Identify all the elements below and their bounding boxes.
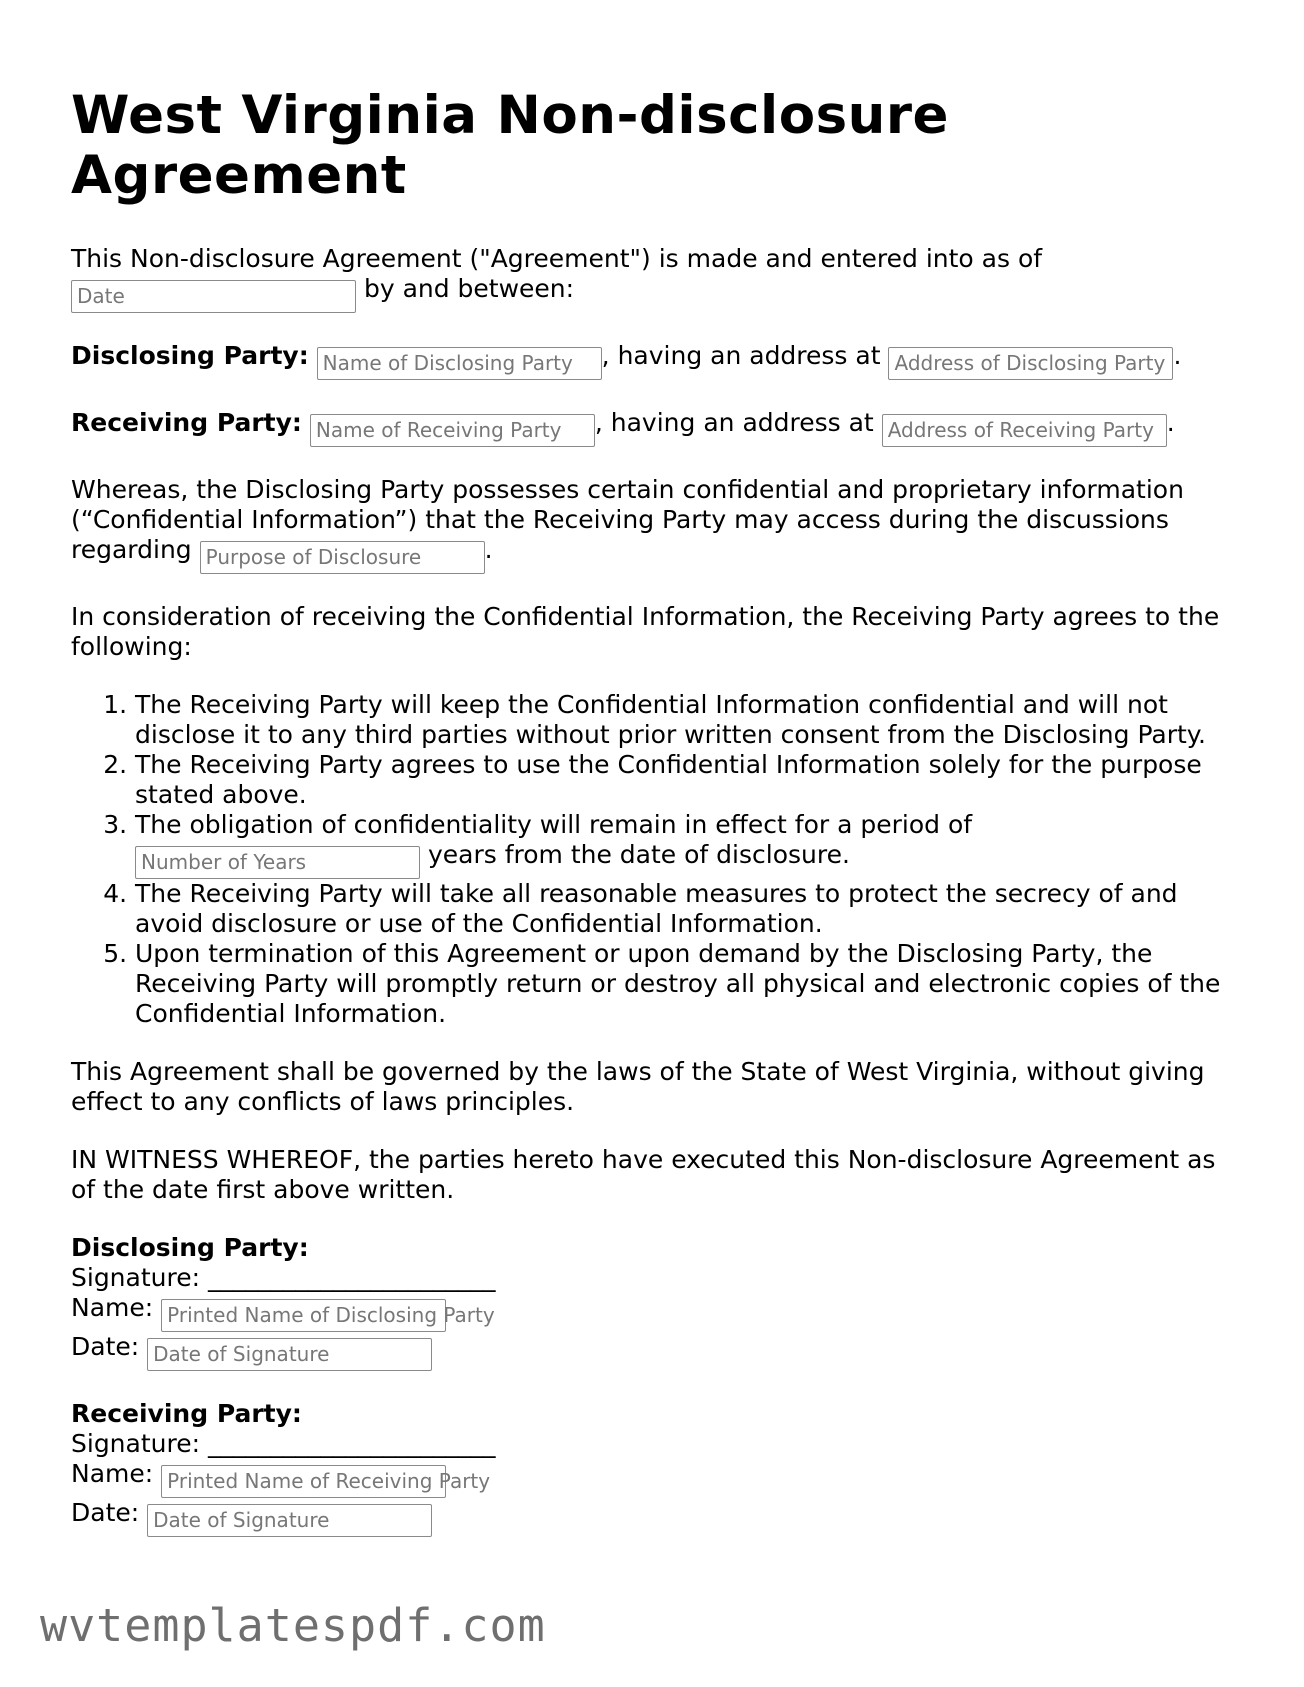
document-page bbox=[71, 86, 1231, 1565]
disclosing-address-field[interactable]: Address of Disclosing Party bbox=[888, 347, 1173, 380]
receiving-printed-name-row bbox=[71, 1459, 1231, 1498]
disclosing-date-label: Date: bbox=[71, 1332, 140, 1361]
disclosing-address-text: , having an address at bbox=[601, 341, 881, 370]
disclosing-period: . bbox=[1173, 341, 1182, 370]
intro-paragraph bbox=[71, 244, 1231, 313]
term-item-5: 5. Upon termination of this Agreement or upon demand by the Disclosing Party, the Receiving Party will promptly return or destroy all physical and electronic copies of the Confidential Information. bbox=[135, 939, 1231, 1029]
term-item-2: 2. The Receiving Party agrees to use the Confidential Information solely for the purpose stated above. bbox=[135, 750, 1231, 810]
document-title: West Virginia Non-disclosure Agreement bbox=[71, 85, 949, 206]
witness-paragraph: IN WITNESS WHEREOF, the parties hereto have executed this Non-disclosure Agreement as of the date first above written. bbox=[71, 1145, 1216, 1204]
receiving-name-field[interactable]: Name of Receiving Party bbox=[310, 414, 595, 447]
term-3-text: The obligation of confidentiality will remain in effect for a period of bbox=[135, 810, 973, 839]
receiving-signature-date-field[interactable]: Date of Signature bbox=[147, 1504, 432, 1537]
disclosing-printed-name-row bbox=[71, 1293, 1231, 1332]
disclosing-name-field[interactable]: Name of Disclosing Party bbox=[317, 347, 602, 380]
disclosing-name-label: Name: bbox=[71, 1293, 154, 1322]
receiving-address-field[interactable]: Address of Receiving Party bbox=[882, 414, 1167, 447]
receiving-address-text: , having an address at bbox=[594, 408, 874, 437]
whereas-text: Whereas, the Disclosing Party possesses certain confidential and proprietary information (“Confidential Information”) that the Receiving Party may access during the discussions regarding bbox=[71, 475, 1184, 564]
disclosing-signature-date-field[interactable]: Date of Signature bbox=[147, 1338, 432, 1371]
receiving-period: . bbox=[1166, 408, 1175, 437]
disclosing-date-row bbox=[71, 1332, 1231, 1371]
term-item-3 bbox=[135, 810, 1231, 879]
receiving-name-label: Name: bbox=[71, 1459, 154, 1488]
disclosing-signature-line: Signature: _______________________ bbox=[71, 1263, 496, 1292]
intro-text: This Non-disclosure Agreement ("Agreement") is made and entered into as of bbox=[71, 244, 1043, 273]
disclosing-party-label: Disclosing Party: bbox=[71, 341, 309, 370]
number-of-years-field[interactable]: Number of Years bbox=[135, 846, 420, 879]
watermark: wvtemplatespdf.com bbox=[40, 1599, 546, 1652]
receiving-signature-line: Signature: _______________________ bbox=[71, 1429, 496, 1458]
governing-law-paragraph: This Agreement shall be governed by the laws of the State of West Virginia, without giving effect to any conflicts of laws principles. bbox=[71, 1057, 1205, 1116]
receiving-party-paragraph bbox=[71, 408, 1231, 447]
disclosing-signature-heading: Disclosing Party: bbox=[71, 1233, 309, 1262]
receiving-signature-block bbox=[71, 1399, 1231, 1537]
term-3-text-after: years from the date of disclosure. bbox=[427, 840, 850, 869]
whereas-paragraph bbox=[71, 475, 1231, 574]
consideration-paragraph: In consideration of receiving the Confidential Information, the Receiving Party agrees to the following: bbox=[71, 602, 1220, 661]
purpose-field[interactable]: Purpose of Disclosure bbox=[200, 541, 485, 574]
receiving-date-label: Date: bbox=[71, 1498, 140, 1527]
term-item-1: 1. The Receiving Party will keep the Confidential Information confidential and will not disclose it to any third parties without prior written consent from the Disclosing Party. bbox=[135, 690, 1231, 750]
receiving-party-label: Receiving Party: bbox=[71, 408, 302, 437]
receiving-signature-heading: Receiving Party: bbox=[71, 1399, 302, 1428]
receiving-printed-name-field[interactable]: Printed Name of Receiving Party bbox=[161, 1465, 446, 1498]
agreement-date-field[interactable]: Date bbox=[71, 280, 356, 313]
disclosing-party-paragraph bbox=[71, 341, 1231, 380]
terms-list bbox=[71, 690, 1231, 1029]
term-item-4: 4. The Receiving Party will take all reasonable measures to protect the secrecy of and avoid disclosure or use of the Confidential Information. bbox=[135, 879, 1231, 939]
receiving-date-row bbox=[71, 1498, 1231, 1537]
intro-text-after: by and between: bbox=[363, 274, 575, 303]
disclosing-signature-block bbox=[71, 1233, 1231, 1371]
whereas-period: . bbox=[484, 535, 493, 564]
disclosing-printed-name-field[interactable]: Printed Name of Disclosing Party bbox=[161, 1299, 446, 1332]
